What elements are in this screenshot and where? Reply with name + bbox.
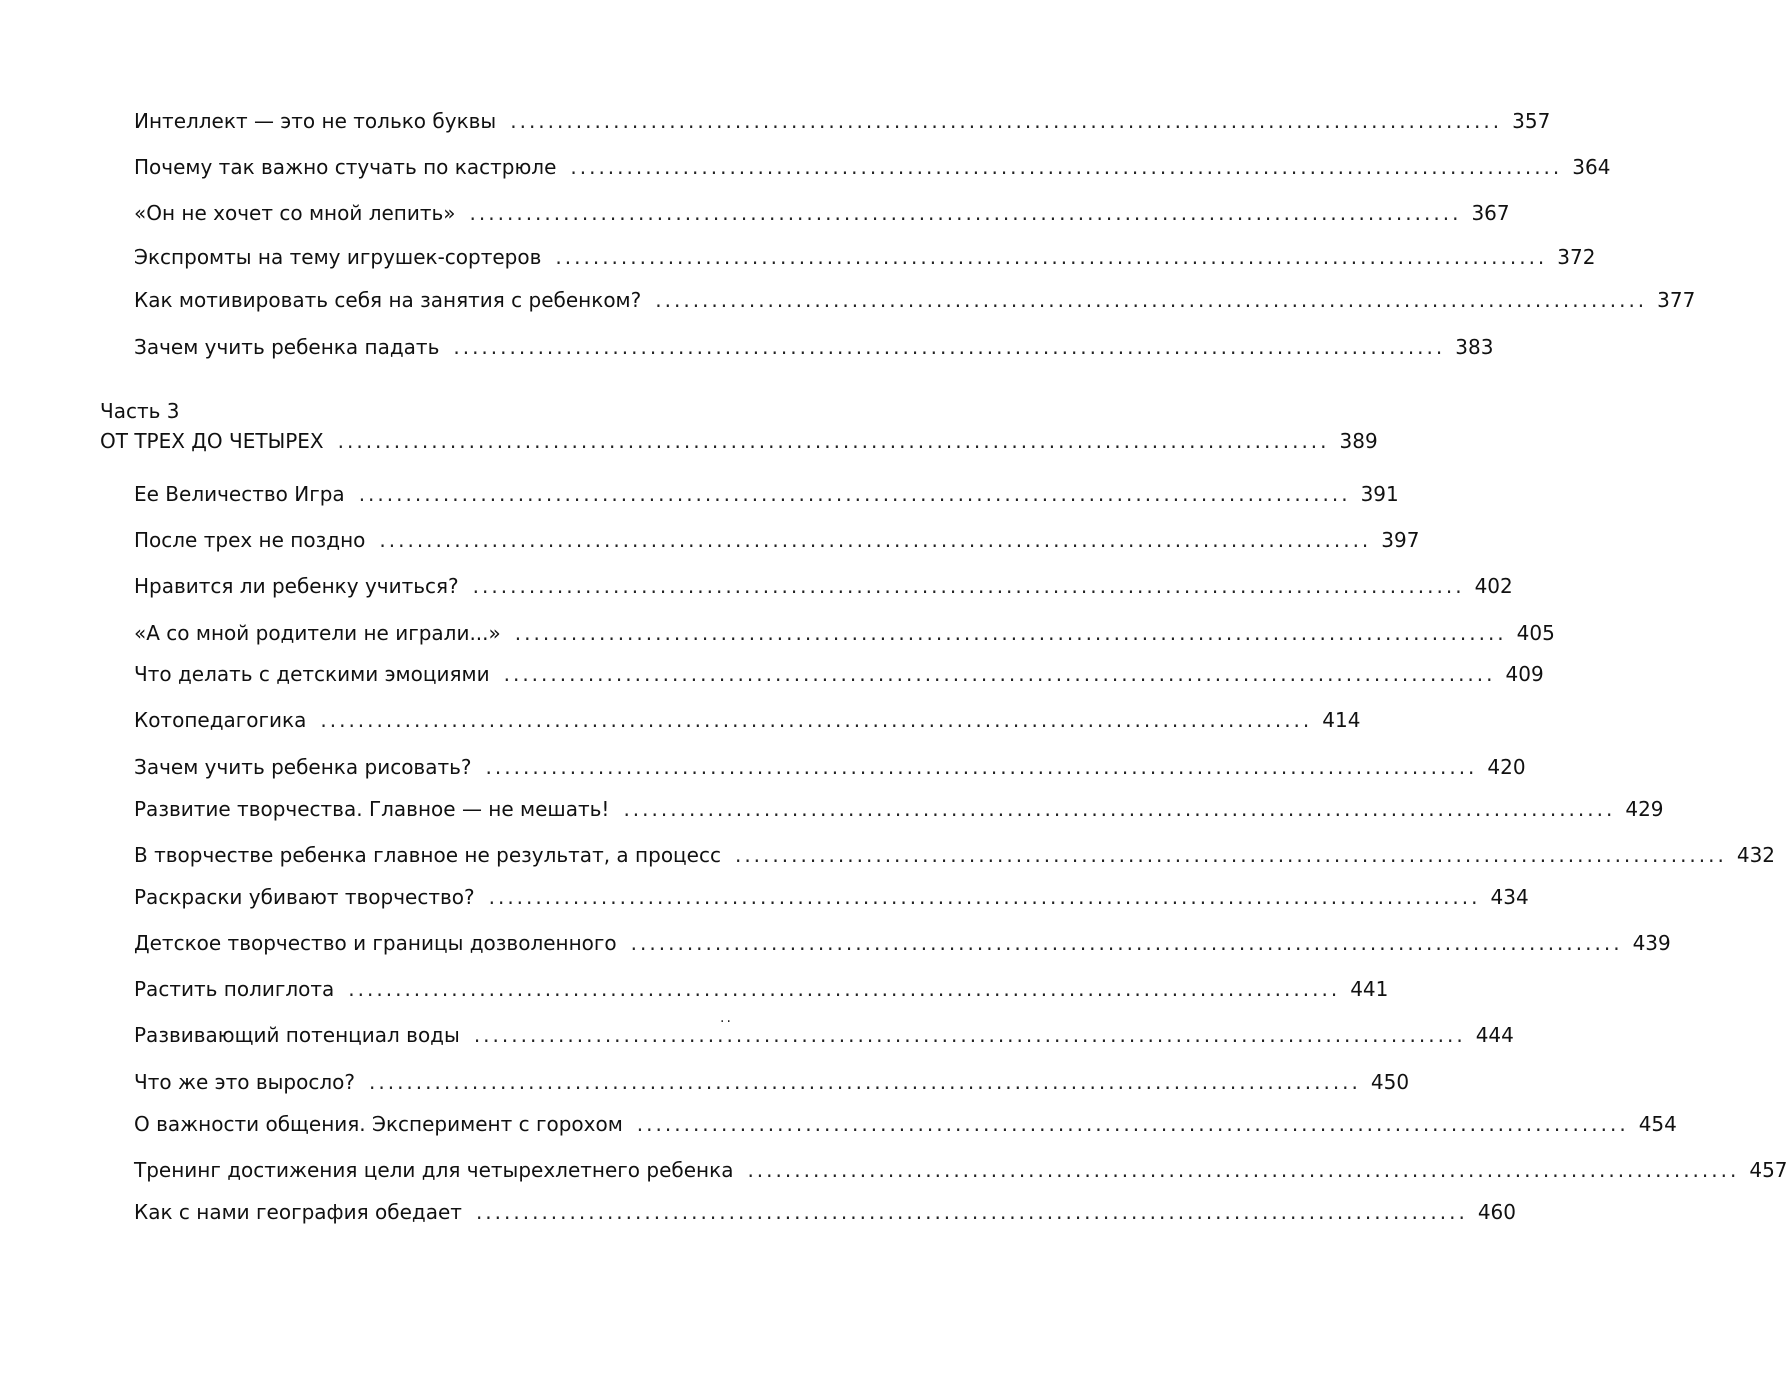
- toc-entry-title: О важности общения. Эксперимент с горохом: [134, 1112, 623, 1136]
- toc-leader-dots: ..........................................................................................................: [503, 662, 1496, 686]
- toc-entry: [134, 481, 1399, 507]
- toc-entry-page: 454: [1638, 1112, 1677, 1136]
- toc-leader-dots: ..........................................................................................................: [473, 1023, 1466, 1047]
- toc-entry-page: 372: [1557, 245, 1596, 269]
- toc-entry-title: Растить полиглота: [134, 977, 335, 1001]
- toc-entry-page: 420: [1487, 755, 1526, 779]
- toc-entry-page: 434: [1490, 885, 1529, 909]
- toc-entry: [134, 842, 1776, 868]
- toc-entry-page: 357: [1512, 109, 1551, 133]
- toc-entry: [134, 573, 1513, 599]
- toc-entry-page: 457: [1749, 1158, 1788, 1182]
- toc-entry-title: Котопедагогика: [134, 708, 307, 732]
- toc-entry: [134, 1199, 1517, 1225]
- toc-entry-title: Нравится ли ребенку учиться?: [134, 574, 459, 598]
- toc-leader-dots: ..........................................................................................................: [747, 1158, 1740, 1182]
- toc-entry: [134, 1111, 1677, 1137]
- toc-entry-page: 441: [1350, 977, 1389, 1001]
- toc-entry-page: 439: [1632, 931, 1671, 955]
- toc-entry-title: Развивающий потенциал воды: [134, 1023, 460, 1047]
- toc-leader-dots: ..........................................................................................................: [734, 843, 1727, 867]
- toc-entry: [134, 707, 1361, 733]
- toc-leader-dots: ..........................................................................................................: [623, 797, 1616, 821]
- toc-entry-title: «Он не хочет со мной лепить»: [134, 201, 456, 225]
- toc-entry: [134, 620, 1555, 646]
- toc-entry: [134, 1157, 1788, 1183]
- toc-leader-dots: ..........................................................................................................: [379, 528, 1372, 552]
- toc-entry-title: Что же это выросло?: [134, 1070, 355, 1094]
- toc-entry-page: 397: [1381, 528, 1420, 552]
- toc-leader-dots: ..........................................................................................................: [320, 708, 1313, 732]
- toc-entry: [134, 754, 1526, 780]
- toc-entry: [134, 976, 1389, 1002]
- toc-entry-title: Зачем учить ребенка падать: [134, 335, 440, 359]
- toc-entry-title: Раскраски убивают творчество?: [134, 885, 475, 909]
- toc-entry: [134, 1069, 1410, 1095]
- toc-entry: [134, 244, 1596, 270]
- toc-entry: [134, 287, 1696, 313]
- toc-entry-title: Детское творчество и границы дозволенного: [134, 931, 617, 955]
- toc-entry-page: 414: [1322, 708, 1361, 732]
- toc-leader-dots: ..........................................................................................................: [475, 1200, 1468, 1224]
- toc-entry-title: Ее Величество Игра: [134, 482, 345, 506]
- toc-leader-dots: ..........................................................................................................: [555, 245, 1548, 269]
- toc-entry-page: 432: [1736, 843, 1776, 867]
- toc-entry: [134, 154, 1611, 180]
- toc-leader-dots: ..........................................................................................................: [655, 288, 1648, 312]
- toc-entry-title: Тренинг достижения цели для четырехлетнего ребенка: [134, 1158, 734, 1182]
- toc-entry-page: 450: [1370, 1070, 1410, 1094]
- toc-entry-page: 367: [1471, 201, 1510, 225]
- toc-leader-dots: ..........................................................................................................: [472, 574, 1465, 598]
- toc-entry-page: 460: [1477, 1200, 1517, 1224]
- toc-entry-title: После трех не поздно: [134, 528, 366, 552]
- toc-entry-title: В творчестве ребенка главное не результат, а процесс: [134, 843, 721, 867]
- toc-leader-dots: ..........................................................................................................: [358, 482, 1351, 506]
- stray-dots: ..: [720, 1010, 733, 1026]
- toc-entry-title: Как мотивировать себя на занятия с ребенком?: [134, 288, 642, 312]
- part-label: Часть 3: [100, 399, 180, 423]
- toc-entry-page: 402: [1474, 574, 1513, 598]
- toc-entry: [134, 200, 1510, 226]
- toc-entry: [134, 1022, 1514, 1048]
- toc-entry-page: 444: [1475, 1023, 1514, 1047]
- toc-entry-title: Зачем учить ребенка рисовать?: [134, 755, 472, 779]
- toc-leader-dots: ..........................................................................................................: [514, 621, 1507, 645]
- part-title: ОТ ТРЕХ ДО ЧЕТЫРЕХ: [100, 429, 324, 453]
- toc-entry-title: Почему так важно стучать по кастрюле: [134, 155, 557, 179]
- toc-entry-page: 405: [1516, 621, 1555, 645]
- toc-leader-dots: ..........................................................................................................: [570, 155, 1563, 179]
- toc-entry: [134, 796, 1664, 822]
- toc-entry: [134, 930, 1671, 956]
- toc-leader-dots: ..........................................................................................................: [348, 977, 1341, 1001]
- toc-leader-dots: ..........................................................................................................: [485, 755, 1478, 779]
- toc-leader-dots: ..........................................................................................................: [337, 429, 1330, 453]
- toc-leader-dots: ..........................................................................................................: [630, 931, 1623, 955]
- toc-entry: [134, 661, 1544, 687]
- toc-entry-title: «А со мной родители не играли...»: [134, 621, 501, 645]
- toc-leader-dots: ..........................................................................................................: [369, 1070, 1361, 1094]
- toc-leader-dots: ..........................................................................................................: [488, 885, 1481, 909]
- toc-entry: [134, 108, 1551, 134]
- toc-entry-title: Экспромты на тему игрушек-сортеров: [134, 245, 542, 269]
- toc-entry-title: Развитие творчества. Главное — не мешать!: [134, 797, 610, 821]
- toc-leader-dots: ..........................................................................................................: [453, 335, 1446, 359]
- toc-leader-dots: ..........................................................................................................: [469, 201, 1462, 225]
- toc-entry-page: 409: [1505, 662, 1544, 686]
- toc-entry-title: Как с нами география обедает: [134, 1200, 462, 1224]
- toc-leader-dots: ..........................................................................................................: [636, 1112, 1629, 1136]
- toc-entry: [134, 884, 1529, 910]
- toc-entry: [134, 527, 1420, 553]
- part-title-entry: [100, 428, 1378, 454]
- toc-entry-page: 429: [1625, 797, 1664, 821]
- toc-leader-dots: ..........................................................................................................: [510, 109, 1503, 133]
- toc-entry-page: 391: [1360, 482, 1399, 506]
- toc-entry: [134, 334, 1494, 360]
- toc-entry-page: 377: [1657, 288, 1696, 312]
- toc-entry-title: Интеллект — это не только буквы: [134, 109, 497, 133]
- part-page: 389: [1339, 429, 1378, 453]
- toc-entry-title: Что делать с детскими эмоциями: [134, 662, 490, 686]
- toc-entry-page: 364: [1572, 155, 1611, 179]
- toc-entry-page: 383: [1455, 335, 1494, 359]
